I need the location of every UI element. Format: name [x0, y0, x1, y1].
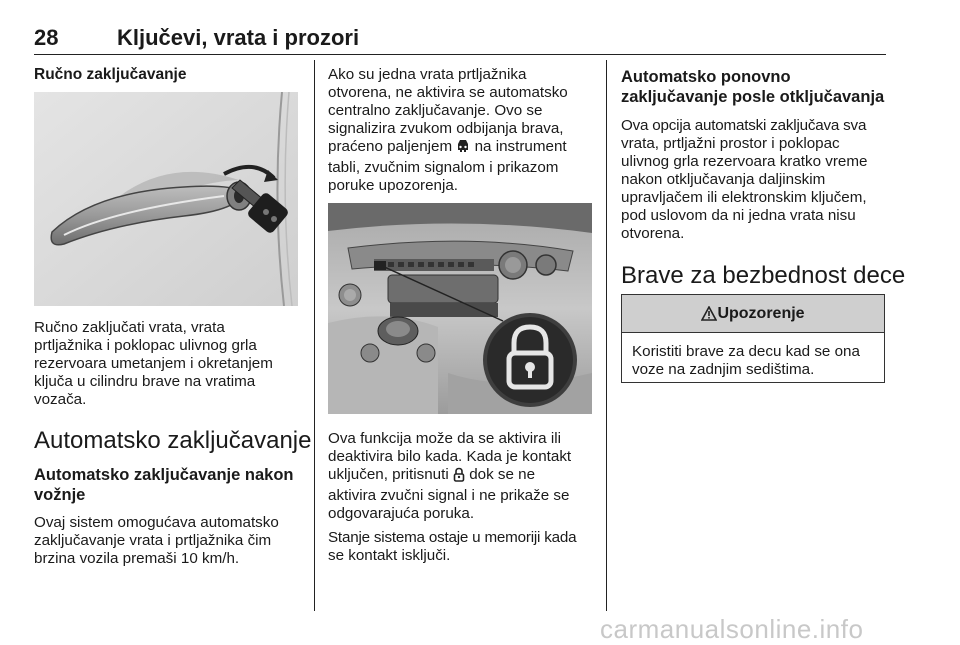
- section-heading-manual-locking: Ručno zaključavanje: [34, 66, 187, 83]
- chapter-title: Ključevi, vrata i prozori: [117, 25, 360, 50]
- auto-sub-heading-line-2: vožnje: [34, 486, 86, 504]
- page-header: [34, 25, 886, 55]
- manual-locking-text: [34, 319, 300, 409]
- col2-para3-line-1: Stanje sistema ostaje u memoriji kada: [328, 529, 577, 546]
- auto-line-1: Ovaj sistem omogućava automatsko: [34, 514, 279, 531]
- warning-box: [621, 294, 885, 383]
- warning-header: [622, 295, 884, 333]
- col2-para3-line-2: se kontakt isključi.: [328, 547, 451, 564]
- header-divider: [34, 54, 886, 55]
- col2-para2-line-3-start: uključen, pritisnuti: [328, 466, 449, 483]
- page-number: 28: [34, 25, 59, 50]
- manual-line-3: rezervoara umetanjem i okretanjem: [34, 355, 273, 372]
- col2-para2-line-5: odgovarajuća poruka.: [328, 505, 475, 522]
- column-divider-2: [606, 60, 607, 611]
- warning-triangle-icon: [701, 298, 717, 335]
- child-locks-heading: Brave za bezbednost dece: [621, 262, 906, 289]
- warning-body: [622, 333, 884, 379]
- relock-line-2: vrata, prtljažni prostor i poklopac: [621, 135, 840, 152]
- col2-line-1: Ako su jedna vrata prtljažnika: [328, 66, 527, 83]
- relock-heading-line-2: zaključavanje posle otključavanja: [621, 88, 885, 106]
- warning-line-2: voze na zadnjim sedištima.: [632, 361, 815, 378]
- relock-line-3: ulivnog grla rezervoara kratko vreme: [621, 153, 868, 170]
- relock-line-4: nakon otključavanja daljinskim: [621, 171, 826, 188]
- relock-line-7: otvorena.: [621, 225, 685, 242]
- col2-para2-line-1: Ova funkcija može da se aktivira ili: [328, 430, 561, 447]
- manual-line-1: Ručno zaključati vrata, vrata: [34, 319, 225, 336]
- col2-line-3: centralno zaključavanje. Ovo se: [328, 102, 543, 119]
- col2-line-2: otvorena, ne aktivira se automatsko: [328, 84, 568, 101]
- auto-locking-heading: Automatsko zaključavanje: [34, 427, 312, 454]
- relock-line-1: Ova opcija automatski zaključava sva: [621, 117, 867, 134]
- auto-line-3: brzina vozila premaši 10 km/h.: [34, 550, 240, 567]
- column-2-bottom-text: [328, 430, 592, 565]
- column-2-top-text: [328, 66, 592, 195]
- column-3: [621, 67, 906, 290]
- manual-line-4: ključa u cilindru brave na vratima: [34, 373, 256, 390]
- col2-line-5-end: na instrument: [474, 138, 567, 155]
- manual-line-2: prtljažnika i poklopac ulivnog grla: [34, 337, 257, 354]
- auto-sub-heading-line-1: Automatsko zaključavanje nakon: [34, 466, 294, 484]
- relock-heading-line-1: Automatsko ponovno: [621, 68, 791, 86]
- lock-icon: [453, 467, 465, 487]
- col2-para2-line-3: [328, 466, 592, 487]
- warning-title: Upozorenje: [717, 305, 805, 322]
- watermark: carmanualsonline.info: [600, 614, 864, 644]
- car-lock-warning-icon: [456, 138, 470, 159]
- dashboard-lock-button-illustration: [328, 203, 592, 414]
- column-divider-1: [314, 60, 315, 611]
- relock-line-5: upravljačem ili elektronskim ključem,: [621, 189, 867, 206]
- auto-locking-section: [34, 427, 312, 568]
- col2-line-4: signalizira zvukom odbijanja brava,: [328, 120, 564, 137]
- col2-para2-line-3-end: dok se ne: [469, 466, 536, 483]
- col2-line-5-start: praćeno paljenjem: [328, 138, 453, 155]
- col2-para2-line-4: aktivira zvučni signal i ne prikaže se: [328, 487, 570, 504]
- auto-line-2: zaključavanje vrata i prtljažnika čim: [34, 532, 272, 549]
- relock-line-6: pod uslovom da ni jedna vrata nisu: [621, 207, 856, 224]
- col2-line-6: tabli, zvučnim signalom i prikazom: [328, 159, 559, 176]
- warning-line-1: Koristiti brave za decu kad se ona: [632, 343, 860, 360]
- col2-para2-line-2: deaktivira bilo kada. Kada je kontakt: [328, 448, 572, 465]
- col2-line-7: poruke upozorenja.: [328, 177, 459, 194]
- manual-line-5: vozača.: [34, 391, 87, 408]
- door-handle-key-illustration: [34, 92, 298, 306]
- col2-line-5: [328, 138, 592, 159]
